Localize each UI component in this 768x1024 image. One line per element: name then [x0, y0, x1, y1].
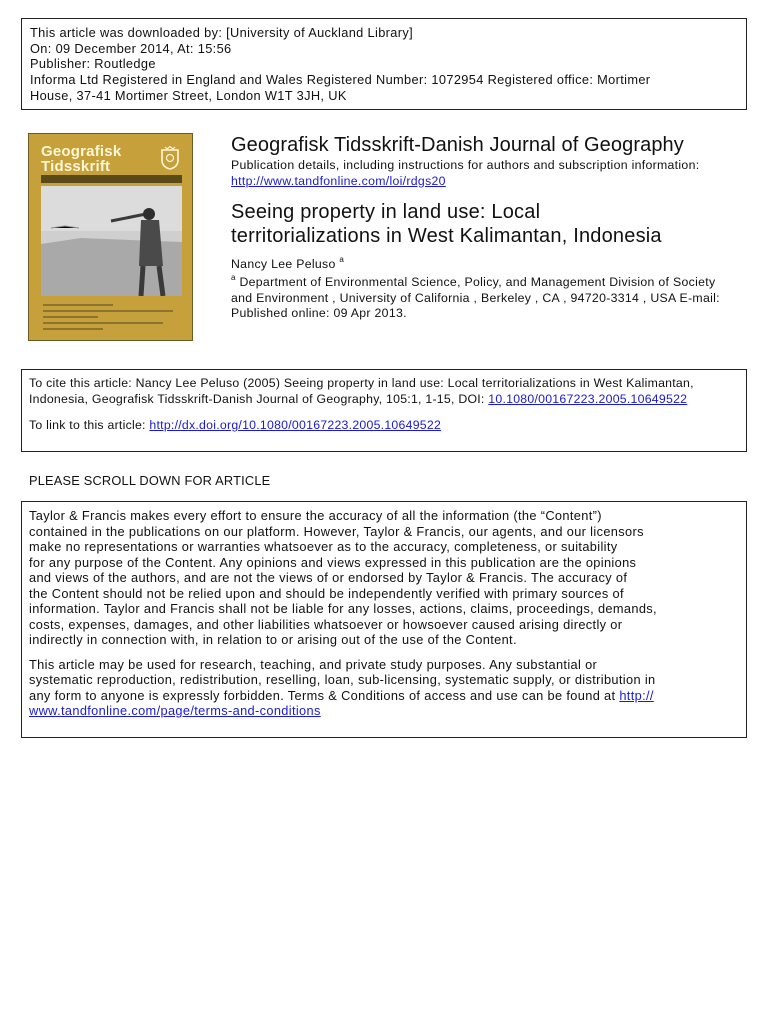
cover-subtitle-strip — [41, 175, 182, 183]
cover-text-rule — [43, 316, 98, 318]
cover-text-rule — [43, 304, 113, 306]
cover-text-rule — [43, 310, 173, 312]
author-affiliation: $^a$ Department of Environmental Science, Policy, and Management Division of Society and Environment , University of California , Berkeley , CA , 94720-3314 , USA E-mail: Published online: 09 Apr 2013. — [231, 273, 720, 320]
journal-url-link[interactable]: http://www.tandfonline.com/loi/rdgs20 — [231, 173, 446, 188]
cover-title: Geografisk Tidsskrift — [41, 143, 122, 175]
download-line: Informa Ltd Registered in England and Wales Registered Number: 1072954 Registered office: Mortimer — [30, 72, 651, 88]
usage-paragraph: This article may be used for research, teaching, and private study purposes. Any substantial or systematic reproduction, redistribution, reselling, loan, sub-licensing, systematic supply, or distribution in any form to anyone is expressly forbidden. Terms & Conditions of access and use can be found at http:// www.tandfonline.com/page/terms-and-conditions — [29, 657, 739, 719]
cover-photo — [41, 186, 182, 296]
citation-box — [21, 369, 747, 452]
disclaimer-box — [21, 501, 747, 738]
author-name: Nancy Lee Peluso $^a$ — [231, 255, 345, 271]
cover-text-rule — [43, 322, 163, 324]
cover-text-rule — [43, 328, 103, 330]
download-line: This article was downloaded by: [University of Auckland Library] — [30, 25, 414, 40]
scroll-notice: PLEASE SCROLL DOWN FOR ARTICLE — [29, 473, 271, 488]
link-label: To link to this article: — [29, 418, 150, 432]
disclaimer-paragraph: Taylor & Francis makes every effort to ensure the accuracy of all the information (the “Content”) contained in the publications on our platform. However, Taylor & Francis, our agents, and our licensors make no representations or warranties whatsoever as to the accuracy, completeness, or suitability for any purpose of the Content. Any opinions and views expressed in this publication are the opinions and views of the authors, and are not the views of or endorsed by Taylor & Francis. The accuracy of the Content should not be relied upon and should be independently verified with primary sources of information. Taylor and Francis shall not be liable for any losses, actions, claims, proceedings, demands, costs, expenses, damages, and other liabilities whatsoever or howsoever caused arising directly or indirectly in connection with, in relation to or arising out of the use of the Content. — [29, 508, 657, 647]
terms-link[interactable]: www.tandfonline.com/page/terms-and-conditions — [29, 703, 321, 718]
article-title: Seeing property in land use: Local territorializations in West Kalimantan, Indonesia — [231, 201, 662, 247]
download-line: On: 09 December 2014, At: 15:56 — [30, 40, 232, 56]
published-online-date: Published online: 09 Apr 2013. — [231, 306, 407, 320]
doi-link[interactable]: 10.1080/00167223.2005.10649522 — [488, 391, 688, 406]
cover-seal-icon — [160, 146, 180, 170]
journal-title: Geografisk Tidsskrift-Danish Journal of Geography — [231, 134, 684, 156]
download-line: Publisher: Routledge — [30, 56, 156, 72]
article-permalink[interactable]: http://dx.doi.org/10.1080/00167223.2005.10649522 — [149, 418, 442, 432]
citation-text: To cite this article: Nancy Lee Peluso (2005) Seeing property in land use: Local territorializations in West Kalimantan, — [29, 376, 694, 390]
author-superscript: a — [339, 255, 345, 264]
download-notice-box — [21, 18, 747, 110]
affiliation-superscript: a — [231, 273, 236, 282]
terms-link[interactable]: http:// — [619, 687, 654, 703]
publication-details-text: Publication details, including instructions for authors and subscription information: — [231, 158, 700, 172]
citation-text: Indonesia, Geografisk Tidsskrift-Danish Journal of Geography, 105:1, 1-15, DOI: — [29, 391, 489, 406]
download-line: House, 37-41 Mortimer Street, London W1T 3JH, UK — [30, 87, 347, 103]
journal-cover-image — [28, 133, 193, 341]
publication-details — [231, 158, 699, 189]
